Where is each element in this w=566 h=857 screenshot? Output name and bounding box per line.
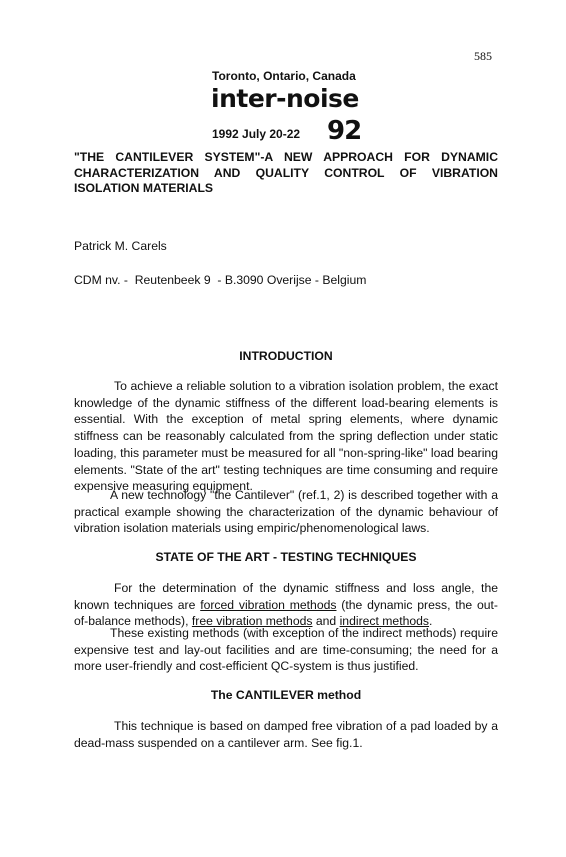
heading-cantilever-method: The CANTILEVER method [210, 688, 362, 702]
term-forced-vibration: forced vibration methods [200, 597, 337, 612]
heading-introduction: INTRODUCTION [239, 349, 333, 363]
page-number: 585 [474, 49, 492, 63]
state-paragraph-1: For the determination of the dynamic stiffness and loss angle, the known techniques are forced vibration methods (the dynamic press, the out-of-balance methods), free vibration methods and indirect methods. [74, 581, 498, 629]
affiliation: CDM nv. - Reutenbeek 9 - B.3090 Overijse - Belgium [74, 273, 367, 287]
cantilever-paragraph-1: This technique is based on damped free vibration of a pad loaded by a dead-mass suspended on a cantilever arm. See fig.1. [74, 719, 498, 750]
state-paragraph-2: These existing methods (with exception of the indirect methods) require expensive test and lay-out facilities and are time-consuming; the need for a more user-friendly and cost-efficient QC-system is thus justified. [74, 626, 498, 674]
heading-state-of-the-art: STATE OF THE ART - TESTING TECHNIQUES [155, 550, 417, 564]
conference-year: 92 [327, 116, 362, 146]
intro-paragraph-2: A new technology "the Cantilever" (ref.1, 2) is described together with a practical example showing the characterization of the dynamic behaviour of vibration isolation materials using empiric/phenomenological laws. [74, 488, 498, 536]
term-indirect: indirect methods [339, 614, 430, 629]
conference-dates: 1992 July 20-22 [212, 127, 301, 141]
author: Patrick M. Carels [74, 239, 167, 253]
intro-paragraph-1: To achieve a reliable solution to a vibration isolation problem, the exact knowledge of the dynamic stiffness of the different load-bearing elements is essential. With the exception of metal spring elements, where dynamic stiffness can be reasonably calculated from the spring deflection under static loading, this parameter must be measured for all "non-spring-like" load bearing elements. "State of the art" testing techniques are time consuming and require expensive measuring equipment. [74, 379, 498, 494]
term-free-vibration: free vibration methods [191, 614, 313, 629]
conference-location: Toronto, Ontario, Canada [212, 69, 356, 83]
paper-title: "THE CANTILEVER SYSTEM"-A NEW APPROACH FOR DYNAMIC CHARACTERIZATION AND QUALITY CONTROL OF VIBRATION ISOLATION MATERIALS [74, 150, 498, 195]
conference-logo: inter-noise [211, 84, 359, 113]
